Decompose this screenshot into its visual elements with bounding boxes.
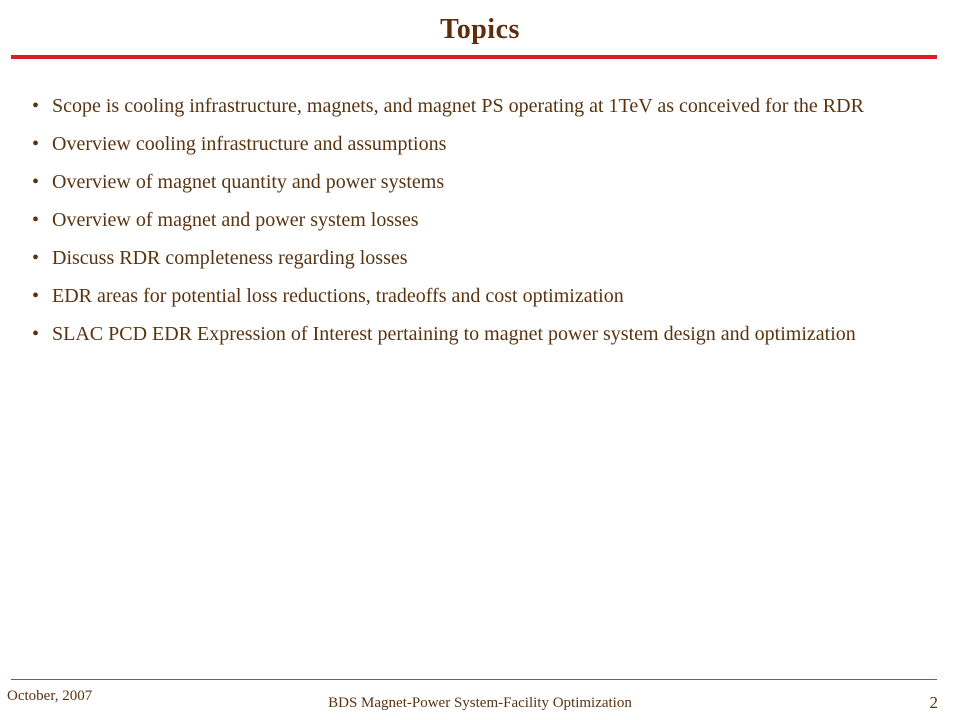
bullet-icon: • — [32, 95, 40, 117]
footer-date: October, 2007 — [7, 688, 93, 704]
bullet-item — [32, 94, 922, 119]
bullet-item — [32, 322, 922, 347]
footer-presentation-title: BDS Magnet-Power System-Facility Optimization — [328, 695, 632, 711]
bullet-list — [32, 94, 922, 360]
bullet-text: EDR areas for potential loss reductions, tradeoffs and cost optimization — [52, 285, 624, 307]
bullet-icon: • — [32, 171, 40, 193]
bullet-icon: • — [32, 247, 40, 269]
bullet-icon: • — [32, 285, 40, 307]
bullet-text: Overview cooling infrastructure and assumptions — [52, 133, 447, 155]
bullet-text: SLAC PCD EDR Expression of Interest pertaining to magnet power system design and optimization — [52, 323, 856, 345]
bullet-text: Scope is cooling infrastructure, magnets, and magnet PS operating at 1TeV as conceived for the RDR — [52, 95, 864, 117]
bullet-item — [32, 284, 922, 309]
bullet-icon: • — [32, 209, 40, 231]
bullet-text: Discuss RDR completeness regarding losses — [52, 247, 408, 269]
bullet-icon: • — [32, 323, 40, 345]
bullet-icon: • — [32, 133, 40, 155]
bullet-text: Overview of magnet and power system losses — [52, 209, 419, 231]
bullet-item — [32, 170, 922, 195]
bullet-text: Overview of magnet quantity and power systems — [52, 171, 445, 193]
page-number: 2 — [929, 693, 938, 712]
bullet-item — [32, 132, 922, 157]
bullet-item — [32, 208, 922, 233]
footer-divider — [11, 679, 937, 680]
slide-title: Topics — [440, 14, 520, 45]
bullet-item — [32, 246, 922, 271]
title-divider — [11, 55, 937, 59]
